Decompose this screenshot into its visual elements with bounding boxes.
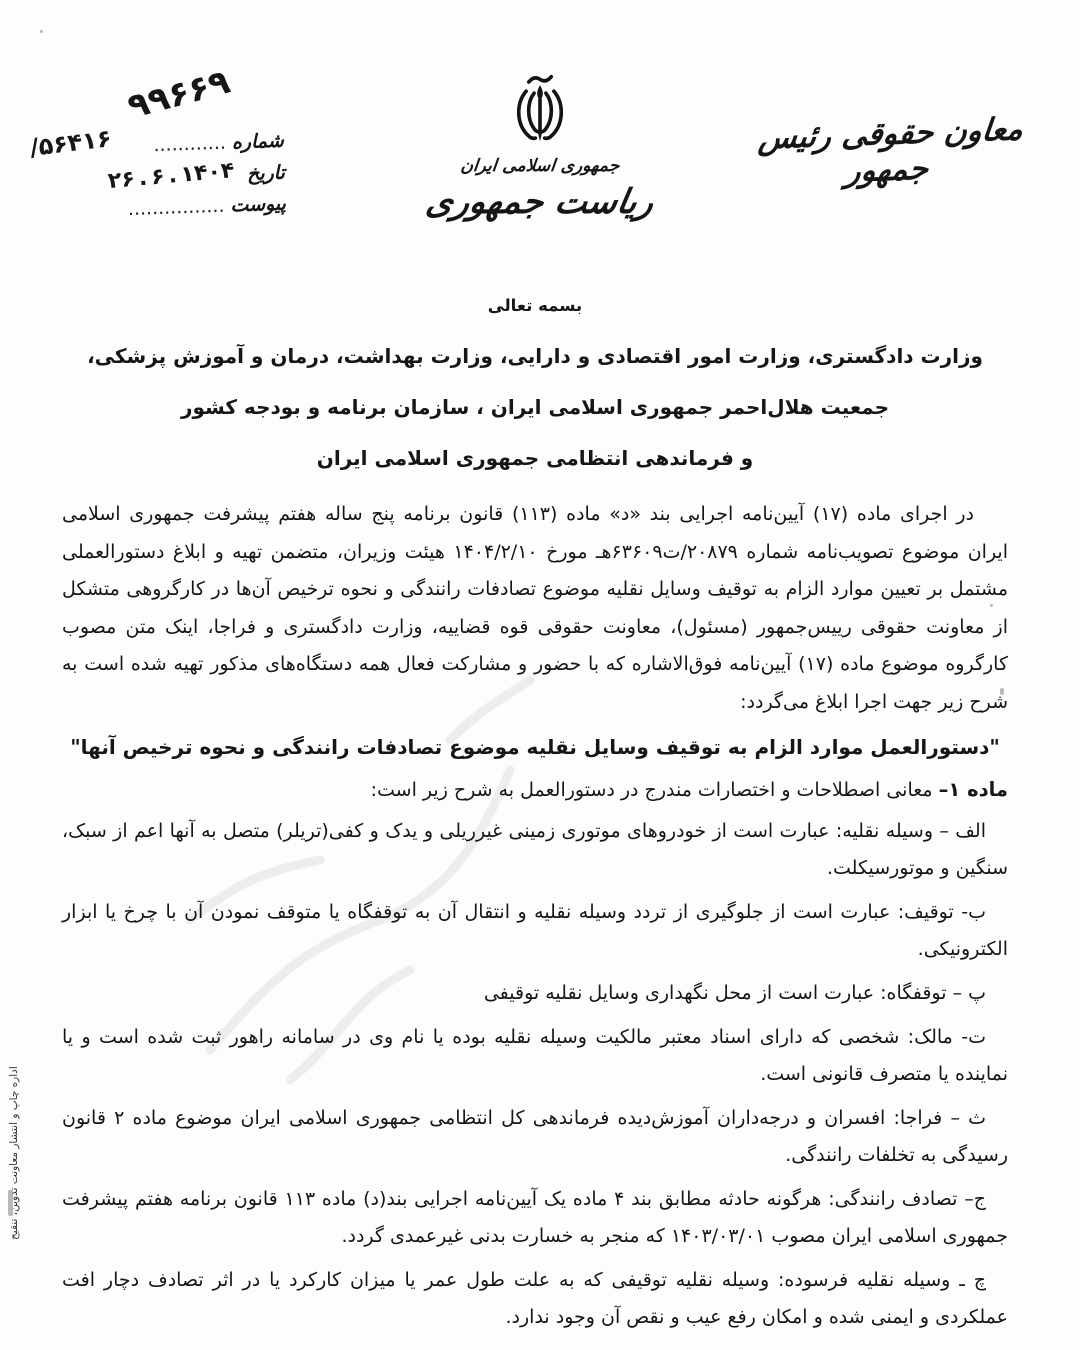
- addressee-block: [62, 343, 1008, 471]
- iran-emblem-icon: [507, 72, 573, 154]
- basmala: بسمه تعالی: [487, 296, 583, 315]
- definition-item-pe: پ – توقفگاه: عبارت است از محل نگهداری وسایل نقلیه توقیفی: [483, 982, 986, 1004]
- print-office-margin-note: اداره چاپ و انتشار معاونت تدوین، تنقیح: [8, 1066, 20, 1240]
- number-line: [28, 124, 285, 162]
- handwritten-date: [105, 158, 237, 194]
- date-separator: .: [138, 165, 149, 192]
- number-label: شماره: [231, 129, 285, 154]
- addressee-line: جمعیت هلال‌احمر جمهوری اسلامی ایران ، سازمان برنامه و بودجه کشور: [180, 395, 890, 419]
- handwritten-number-value: ۵۶۴۱۶/: [28, 124, 114, 162]
- intro-paragraph: در اجرای ماده (۱۷) آیین‌نامه اجرایی بند «د» ماده (۱۱۳) قانون برنامه پنج ساله هفتم پیشرفت جمهوری اسلامی ایران موضوع تصویب‌نامه شماره ۲۰۸۷۹/ت۶۳۶۰۹هـ مورخ ۱۴۰۴/۲/۱۰ هیئت وزیران، متضمن تهیه و ابلاغ دستورالعملی مشتمل بر تعیین موارد الزام به توقیف وسایل نقلیه موضوع تصادفات رانندگی و نحوه ترخیص آن‌ها در کارگروهی متشکل از معاونت حقوقی رییس‌جمهور (مسئول)، معاونت حقوقی قوه قضاییه، وزارت دادگستری و فراجا، اینک متن مصوب کارگروه موضوع ماده (۱۷) آیین‌نامه فوق‌الاشاره که با حضور و مشارکت فعال همه دستگاه‌های مذکور تهیه شده است به شرح زیر جهت اجرا ابلاغ می‌گردد:: [62, 503, 1008, 713]
- definition-item-se: ث – فراجا: افسران و درجه‌داران آموزش‌دیده فرماندهی کل انتظامی جمهوری اسلامی ایران موضوع ماده ۲ قانون رسیدگی به تخلفات رانندگی.: [62, 1107, 1008, 1166]
- definition-item-alef: الف – وسیله نقلیه: عبارت است از خودروهای موتوری زمینی غیرریلی و یدک و کفی(تریلر) متصل به آنها اعم از سبک، سنگین و موتورسیکلت.: [62, 820, 1008, 879]
- addressee-line: و فرماندهی انتظامی جمهوری اسلامی ایران: [316, 446, 754, 470]
- date-day: ۲۶: [107, 166, 137, 195]
- definition-item-te: ت- مالک: شخصی که دارای اسناد معتبر مالکیت وسیله نقلیه بوده یا نام وی در سامانه راهور ثبت شده است و یا نماینده یا متصرف قانونی است.: [62, 1026, 1008, 1085]
- attachment-line: [36, 193, 287, 224]
- org-name-presidency: ریاست جمهوری: [423, 182, 657, 222]
- definition-item-che: چ ـ وسیله نقلیه فرسوده: وسیله نقلیه توقیفی که به علت طول عمر یا میزان کارکرد یا در اثر تصادف دچار افت عملکردی و ایمنی شده و امکان رفع عیب و نقص آن وجود ندارد.: [62, 1269, 1008, 1328]
- letterhead-center: [370, 72, 710, 222]
- letter-body: [62, 296, 1008, 1343]
- definition-item-jim: ج– تصادف رانندگی: هرگونه حادثه مطابق بند ۴ ماده یک آیین‌نامه اجرایی بند(د) ماده ۱۱۳ قانون برنامه هفتم پیشرفت جمهوری اسلامی ایران مصوب ۱۴۰۳/۰۳/۰۱ که منجر به خسارت بدنی غیرعمدی گردد.: [62, 1188, 1008, 1247]
- date-year: ۱۴۰۴: [180, 158, 236, 188]
- attachment-dotted-line: ................: [127, 194, 225, 221]
- date-separator: .: [167, 163, 179, 189]
- handwritten-serial: ۹۹۶۶۹: [123, 61, 235, 128]
- article-1-text: معانی اصطلاحات و اختصارات مندرج در دستورالعمل به شرح زیر است:: [370, 779, 939, 801]
- article-1: [62, 771, 1008, 809]
- reference-block: [28, 61, 287, 224]
- artifact-speck: [40, 30, 43, 33]
- date-line: [34, 160, 285, 194]
- article-1-label: ماده ۱–: [938, 778, 1008, 801]
- number-dotted-line: ............: [152, 131, 227, 157]
- org-name-islamic-republic: جمهوری اسلامی ایران: [459, 156, 621, 176]
- addressee-line: وزارت دادگستری، وزارت امور اقتصادی و دارایی، وزارت بهداشت، درمان و آموزش پزشکی،: [87, 344, 983, 368]
- attachment-label: پیوست: [230, 192, 287, 217]
- directive-title: "دستورالعمل موارد الزام به توقیف وسایل نقلیه موضوع تصادفات رانندگی و نحوه ترخیص آنها": [70, 735, 1000, 759]
- definition-item-be: ب- توقیف: عبارت است از جلوگیری از تردد وسیله نقلیه و انتقال آن به توقفگاه یا متوقف نمودن آن با چرخ یا ابزار الکترونیکی.: [62, 901, 1008, 960]
- date-label: تاریخ: [246, 161, 286, 185]
- date-month: ۶: [150, 164, 167, 191]
- office-title: معاون حقوقی رئیس جمهور: [756, 111, 1025, 190]
